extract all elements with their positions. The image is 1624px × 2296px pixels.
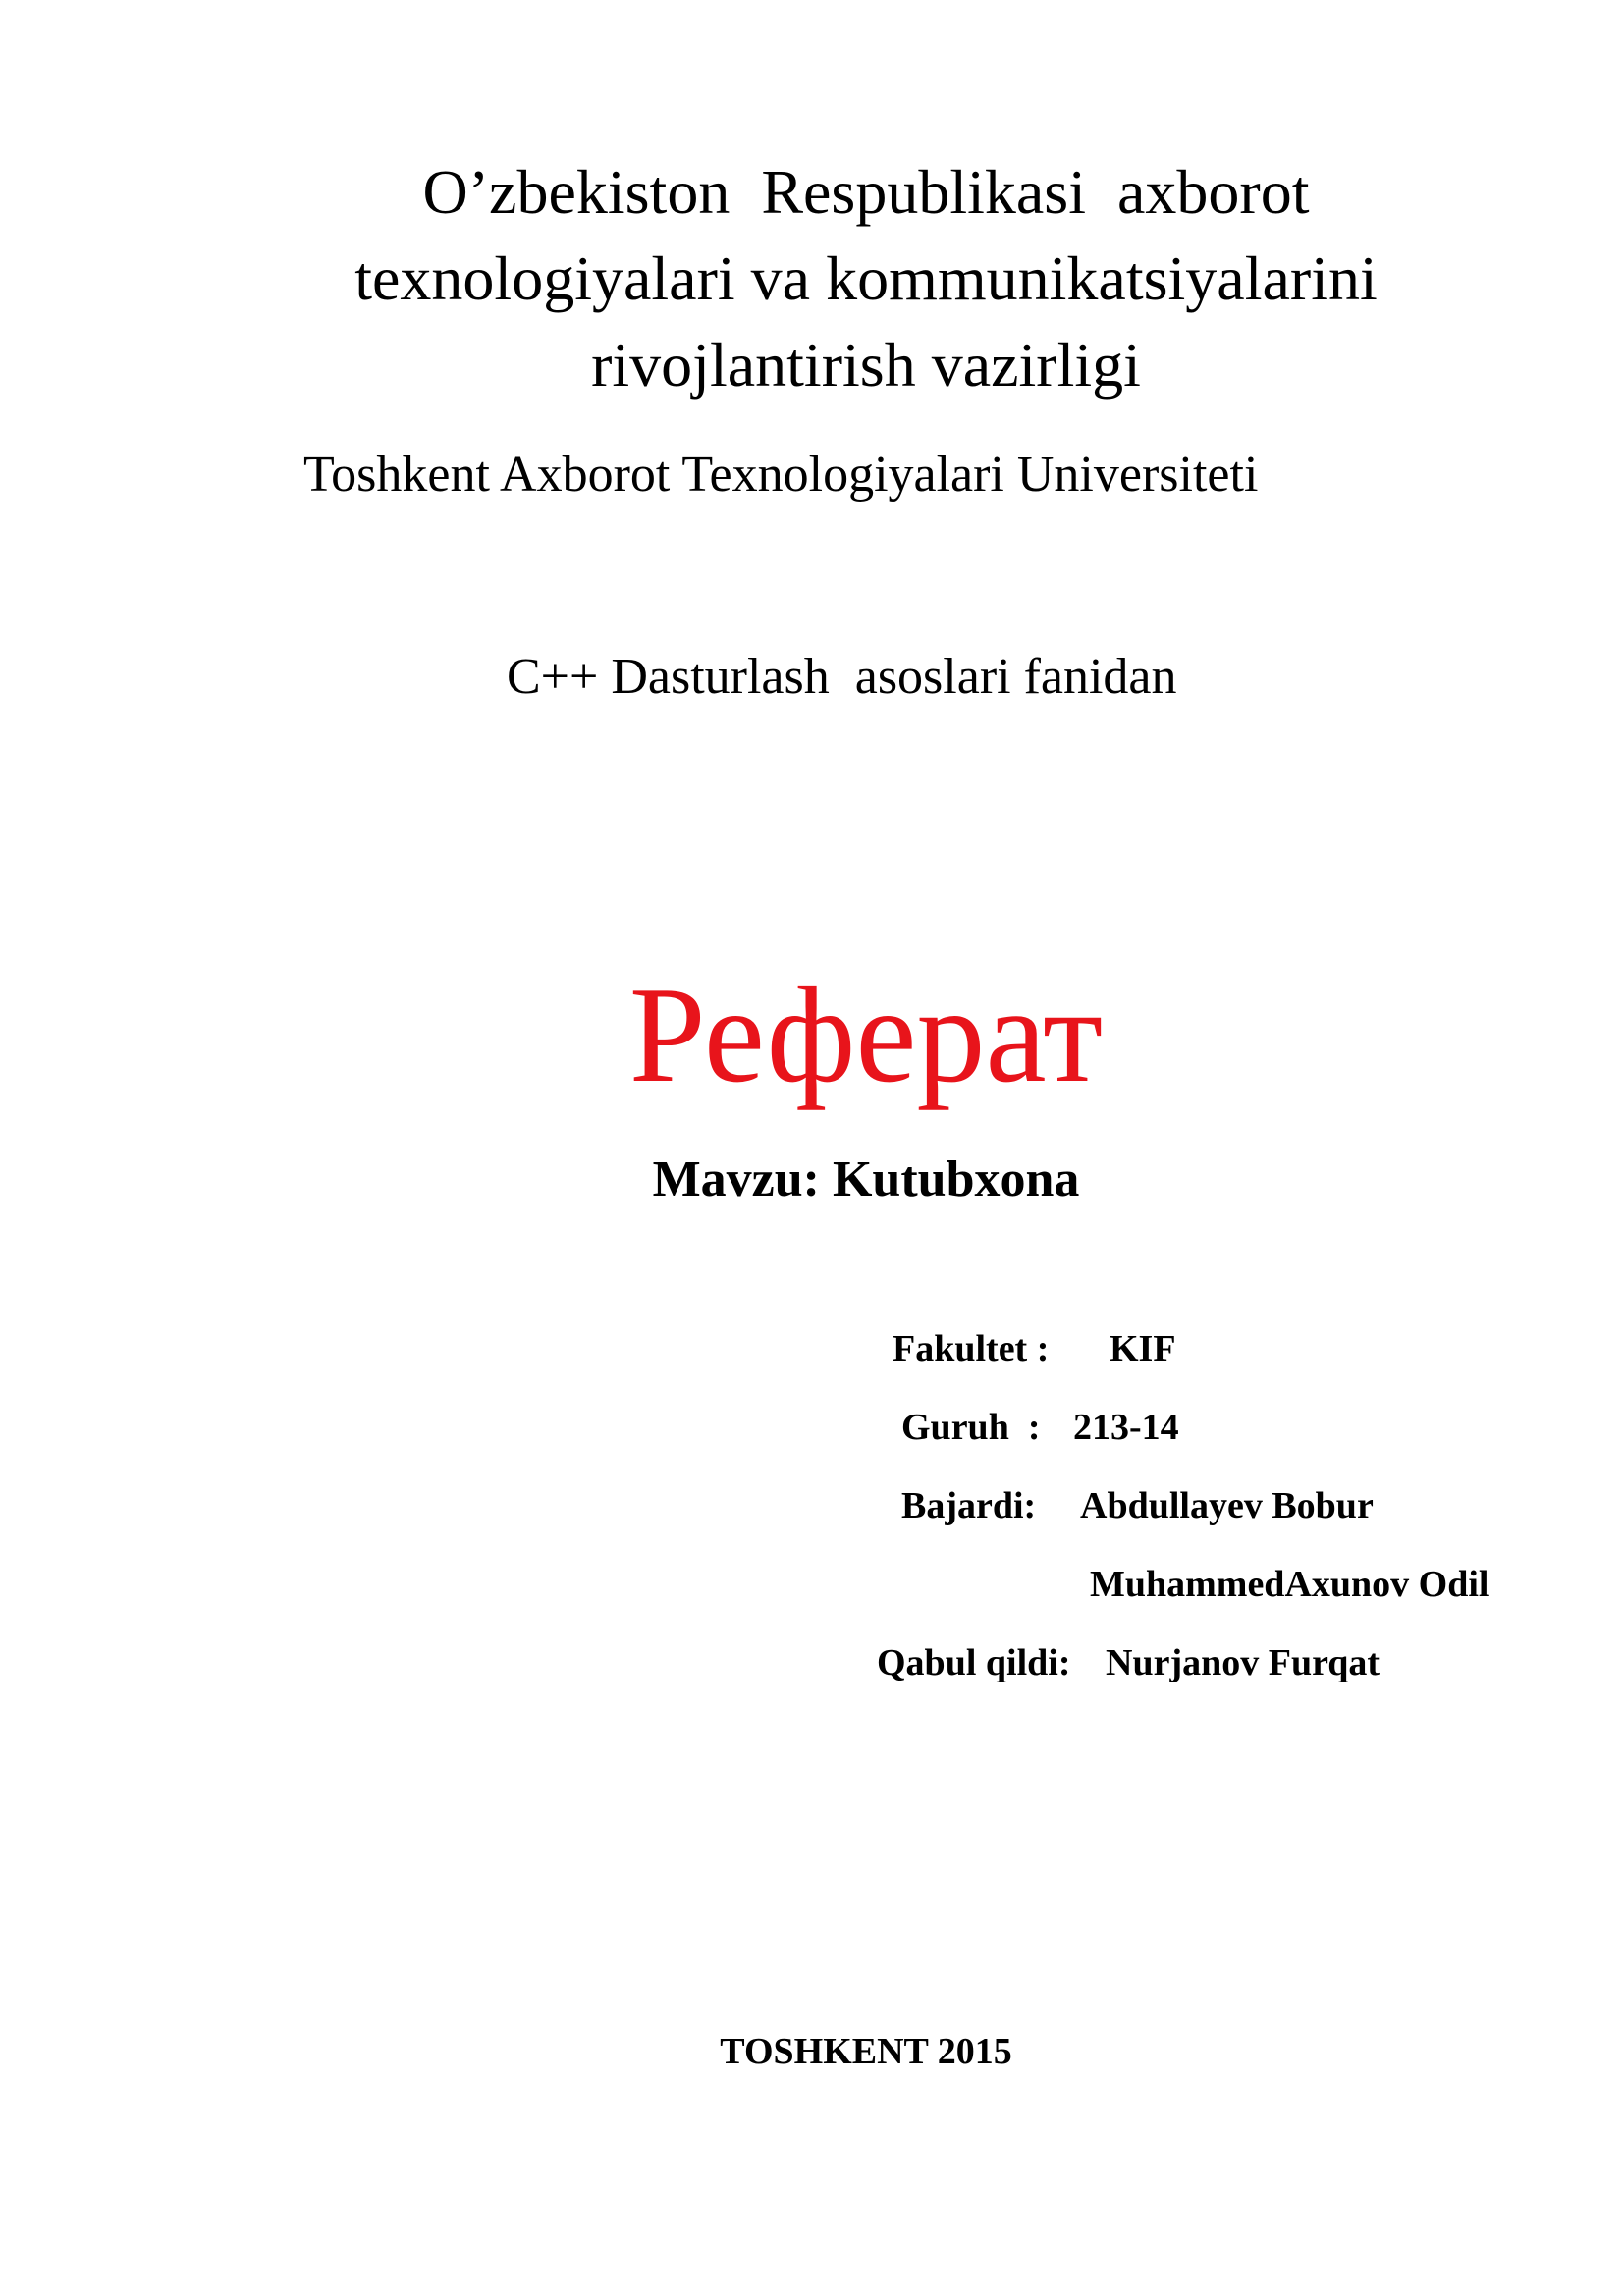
accepted-by-name: Nurjanov Furqat	[1106, 1642, 1380, 1683]
topic-title: Mavzu: Kutubxona	[652, 1151, 1080, 1207]
performed-by-label: Bajardi:	[901, 1485, 1037, 1526]
ministry-title	[0, 149, 1624, 408]
university-name: Toshkent Axborot Texnologiyalari Universiteti	[303, 447, 1259, 503]
accepted-by-label: Qabul qildi:	[877, 1642, 1071, 1683]
faculty-label: Fakultet :	[893, 1328, 1050, 1369]
group-value: 213-14	[1073, 1407, 1179, 1448]
group-label: Guruh :	[901, 1407, 1041, 1448]
document-type-title: Реферат	[628, 959, 1104, 1111]
faculty-value: KIF	[1110, 1328, 1176, 1369]
ministry-line-2: texnologiyalari va kommunikatsiyalarini	[354, 243, 1378, 313]
performer-name-1: Abdullayev Bobur	[1080, 1485, 1374, 1526]
course-subject: C++ Dasturlash asoslari fanidan	[507, 649, 1177, 705]
ministry-line-1: O’zbekiston Respublikasi axborot	[422, 157, 1310, 227]
footer-city-year: TOSHKENT 2015	[720, 2031, 1012, 2072]
ministry-line-3: rivojlantirish vazirligi	[591, 330, 1141, 400]
performer-name-2: MuhammedAxunov Odil	[1090, 1564, 1489, 1605]
